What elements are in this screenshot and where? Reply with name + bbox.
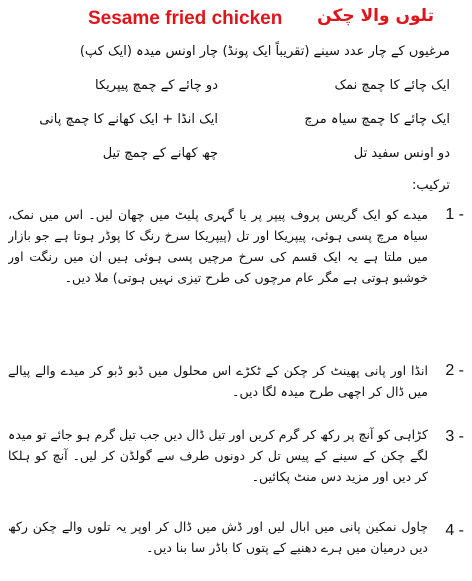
ingredient-item: دو اونس سفید تل bbox=[353, 146, 450, 161]
step-text: انڈا اور پانی پھینٹ کر چکن کے ٹکڑے اس محلول میں ڈبو ڈبو کر میدے والے پیالے میں ڈال کر اچھی طرح میدہ لگا دیں۔ bbox=[8, 363, 428, 399]
step-number: 1 - bbox=[445, 206, 464, 223]
ingredient-item: مرغیوں کے چار عدد سینے (تقریباً ایک پونڈ) bbox=[222, 44, 450, 59]
step-number: 4 - bbox=[445, 522, 464, 539]
ingredient-item: ایک چائے کا چمچ سیاہ مرچ bbox=[304, 112, 450, 127]
ingredient-item: چار اونس میدہ (ایک کپ) bbox=[79, 44, 218, 59]
step-number: 3 - bbox=[445, 428, 464, 445]
step-text: چاول نمکین پانی میں ابال لیں اور ڈش میں ڈال کر اوپر یہ تلوں والے چکن رکھ دیں درمیان میں ہرے دھنیے کے پتوں کا باڈر سا بنا دیں۔ bbox=[8, 519, 428, 555]
step-text: کڑاہی کو آنچ پر رکھ کر گرم کریں اور تیل ڈال دیں جب تیل گرم ہو جائے تو میدہ لگے چکن کے سینے کے پیس تل کر دونوں طرف سے گولڈن کر لیں۔ آنچ کو ہلکا کر دیں اور مزید دس منٹ پکائیں۔ bbox=[8, 427, 428, 484]
method-heading: ترکیب: bbox=[411, 178, 450, 193]
ingredient-item: دو چائے کے چمچ پیپریکا bbox=[95, 78, 218, 93]
step-text: میدے کو ایک گریس پروف پیپر پر یا گہری پلیٹ میں چھان لیں۔ اس میں نمک، سیاہ مرچ پسی ہوئی، پیپریکا اور تل (پیپریکا سرخ رنگ کا پوڈر ہوتا ہے جو بازار میں ملتا ہے یہ ایک قسم کی سرخ مرچیں پسی ہوئی ہیں ان میں رنگت اور خوشبو ہوتی ہے مگر عام مرچوں کی طرح تیزی نہیں ہوتی) ملا دیں۔ bbox=[8, 207, 428, 285]
step-number: 2 - bbox=[445, 362, 464, 379]
recipe-title-english: Sesame fried chicken bbox=[88, 8, 283, 29]
recipe-title-urdu: تلوں والا چکن bbox=[317, 6, 434, 26]
ingredient-item: چھ کھانے کے چمچ تیل bbox=[102, 146, 218, 161]
ingredient-item: ایک انڈا + ایک کھانے کا چمچ پانی bbox=[39, 112, 218, 127]
ingredient-item: ایک چائے کا چمچ نمک bbox=[334, 78, 450, 93]
